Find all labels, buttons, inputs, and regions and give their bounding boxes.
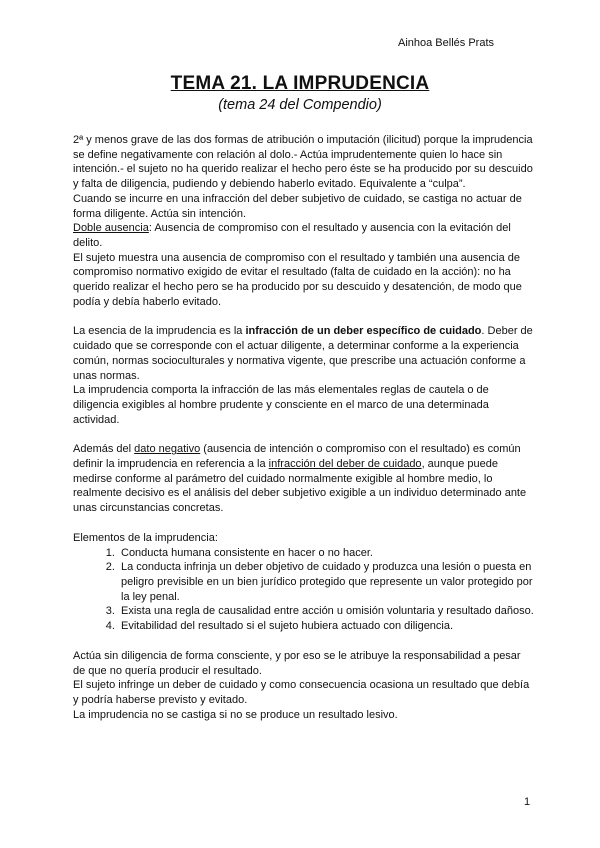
dato-negativo-text: (ausencia de intención o compromiso con el resultado) es común definir la imprudencia en referencia a la [73, 443, 521, 471]
list-item: 4. Evitabilidad del resultado si el sujeto hubiera actuado con diligencia. [118, 619, 535, 634]
elements-heading: Elementos de la imprudencia: [73, 531, 218, 544]
list-item: 3. Exista una regla de causalidad entre acción u omisión voluntaria y resultado dañoso. [118, 604, 535, 619]
page-number: 1 [524, 796, 531, 808]
esencia-text: . Deber de cuidado que se corresponde con el actuar diligente, a determinar conforme a la experiencia común, normas socioculturales y normativa vigente, que prescribe una actuación conforme a unas normas. [73, 325, 533, 382]
term-infraccion-deber: infracción de un deber específico de cuidado [245, 325, 482, 338]
dato-negativo-end: , aunque puede medirse conforme al parámetro del cuidado normalmente exigible al hombre medio, lo realmente decisivo es el análisis del deber subjetivo exigible a un individuo determinado ante unas circunstancias concretas. [73, 458, 527, 515]
paragraph-cautela: La imprudencia comporta la infracción de las más elementales reglas de cautela o de diligencia exigibles al hombre prudente y consciente en el marco de una determinada actividad. [73, 384, 489, 426]
term-dato-negativo: dato negativo [134, 443, 201, 456]
paragraph-esencia [73, 324, 535, 383]
term-infraccion-cuidado: infracción del deber de cuidado [268, 458, 422, 471]
page-subtitle: (tema 24 del Compendio) [218, 97, 382, 113]
list-item: 2. La conducta infrinja un deber objetivo de cuidado y produzca una lesión o puesta en peligro previsible en un bien jurídico protegido que represente un valor protegido por la ley penal. [118, 560, 535, 604]
dato-negativo-intro: Además del [73, 443, 135, 456]
doble-ausencia-text: : Ausencia de compromiso con el resultado y ausencia con la evitación del delito. [73, 222, 511, 249]
paragraph-definition: 2ª y menos grave de las dos formas de atribución o imputación (ilicitud) porque la imprudencia se define negativamente con relación al dolo.- Actúa imprudentemente quien lo hace sin intención.- el sujeto no ha querido realizar el hecho pero éste se ha producido por su descuido y falta de diligencia, pudiendo y debiendo haberlo evitado. Equivalente a “culpa”. [73, 134, 533, 191]
paragraph-consciente: Actúa sin diligencia de forma consciente, y por eso se le atribuye la responsabilidad a pesar de que no quería producir el resultado. [73, 649, 521, 677]
author-name: Ainhoa Bellés Prats [398, 37, 494, 49]
paragraph-infringe: El sujeto infringe un deber de cuidado y como consecuencia ocasiona un resultado que debía y podría haberse previsto y evitado. [73, 679, 530, 706]
paragraph-dato-negativo [73, 442, 535, 516]
elements-list [73, 546, 535, 634]
esencia-intro: La esencia de la imprudencia es la [73, 325, 246, 338]
paragraph-ausencia-compromiso: El sujeto muestra una ausencia de compromiso con el resultado y también una ausencia de compromiso normativo exigido de evitar el resultado (falta de cuidado en la acción): no ha querido realizar el hecho pero se ha producido por su descuido y desatención, de modo que podía y debía haberlo evitado. [73, 251, 522, 308]
document-body [73, 133, 535, 722]
term-doble-ausencia: Doble ausencia [73, 222, 149, 235]
page-title: TEMA 21. LA IMPRUDENCIA [170, 73, 430, 94]
paragraph-doble-ausencia [73, 221, 535, 250]
paragraph-resultado-lesivo: La imprudencia no se castiga si no se produce un resultado lesivo. [73, 708, 398, 721]
list-item: 1. Conducta humana consistente en hacer o no hacer. [118, 546, 535, 561]
paragraph-deber-subjetivo: Cuando se incurre en una infracción del deber subjetivo de cuidado, se castiga no actuar de forma diligente. Actúa sin intención. [73, 192, 522, 220]
